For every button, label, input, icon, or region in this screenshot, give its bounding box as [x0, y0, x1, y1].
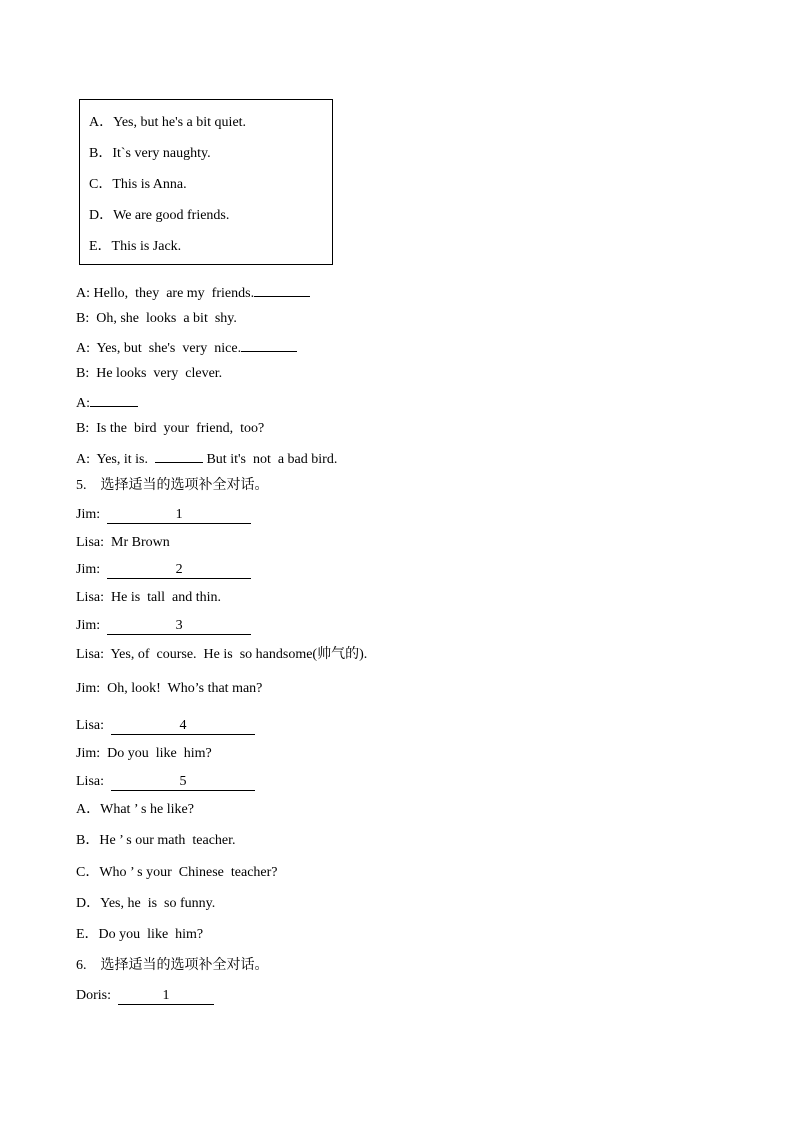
answer-blank: 3 — [107, 618, 251, 635]
q5-option-a: A．What ’ s he like? — [76, 802, 194, 817]
options-box — [79, 99, 333, 265]
dialog-line: A: Hello, they are my friends. — [76, 282, 310, 303]
q5-dialog-line: Jim: 1 — [76, 506, 251, 524]
question-6-heading: 6. 选择适当的选项补全对话。 — [76, 957, 269, 973]
box-option-c: C．This is Anna. — [89, 177, 187, 192]
box-option-d: D．We are good friends. — [89, 208, 230, 223]
box-option-a: A．Yes, but he's a bit quiet. — [89, 115, 247, 130]
q5-option-c: C．Who ’ s your Chinese teacher? — [76, 865, 278, 880]
dialog-line: B: He looks very clever. — [76, 366, 223, 381]
dialog-line: B: Is the bird your friend, too? — [76, 421, 265, 436]
q5-dialog-line: Lisa: 4 — [76, 717, 255, 735]
dialog-line: A: — [76, 392, 138, 413]
q5-dialog-line: Lisa: 5 — [76, 773, 255, 791]
answer-blank: 2 — [107, 562, 251, 579]
q5-dialog-line: Lisa: Mr Brown — [76, 535, 170, 550]
answer-blank — [241, 337, 297, 352]
q5-dialog-line: Lisa: He is tall and thin. — [76, 590, 222, 605]
answer-blank — [254, 282, 310, 297]
q5-dialog-line: Jim: 2 — [76, 561, 251, 579]
q5-dialog-line: Lisa: Yes, of course. He is so handsome(帅气的). — [76, 647, 368, 662]
answer-blank: 4 — [111, 718, 255, 735]
q5-dialog-line: Jim: 3 — [76, 617, 251, 635]
question-5-heading: 5. 选择适当的选项补全对话。 — [76, 477, 269, 493]
answer-blank: 1 — [118, 988, 214, 1005]
answer-blank: 1 — [107, 507, 251, 524]
answer-blank — [90, 392, 138, 407]
q5-option-e: E．Do you like him? — [76, 927, 204, 942]
answer-blank — [155, 448, 203, 463]
box-option-b: B．It`s very naughty. — [89, 146, 211, 161]
q5-dialog-line: Jim: Oh, look! Who’s that man? — [76, 681, 263, 696]
box-option-e: E．This is Jack. — [89, 239, 182, 254]
dialog-line: A: Yes, but she's very nice. — [76, 337, 297, 358]
answer-blank: 5 — [111, 774, 255, 791]
q5-option-d: D．Yes, he is so funny. — [76, 896, 216, 911]
q5-option-b: B．He ’ s our math teacher. — [76, 833, 236, 848]
dialog-line: B: Oh, she looks a bit shy. — [76, 311, 237, 326]
q5-dialog-line: Jim: Do you like him? — [76, 746, 212, 761]
q6-dialog-line: Doris: 1 — [76, 987, 214, 1005]
dialog-line: A: Yes, it is. But it's not a bad bird. — [76, 448, 337, 469]
